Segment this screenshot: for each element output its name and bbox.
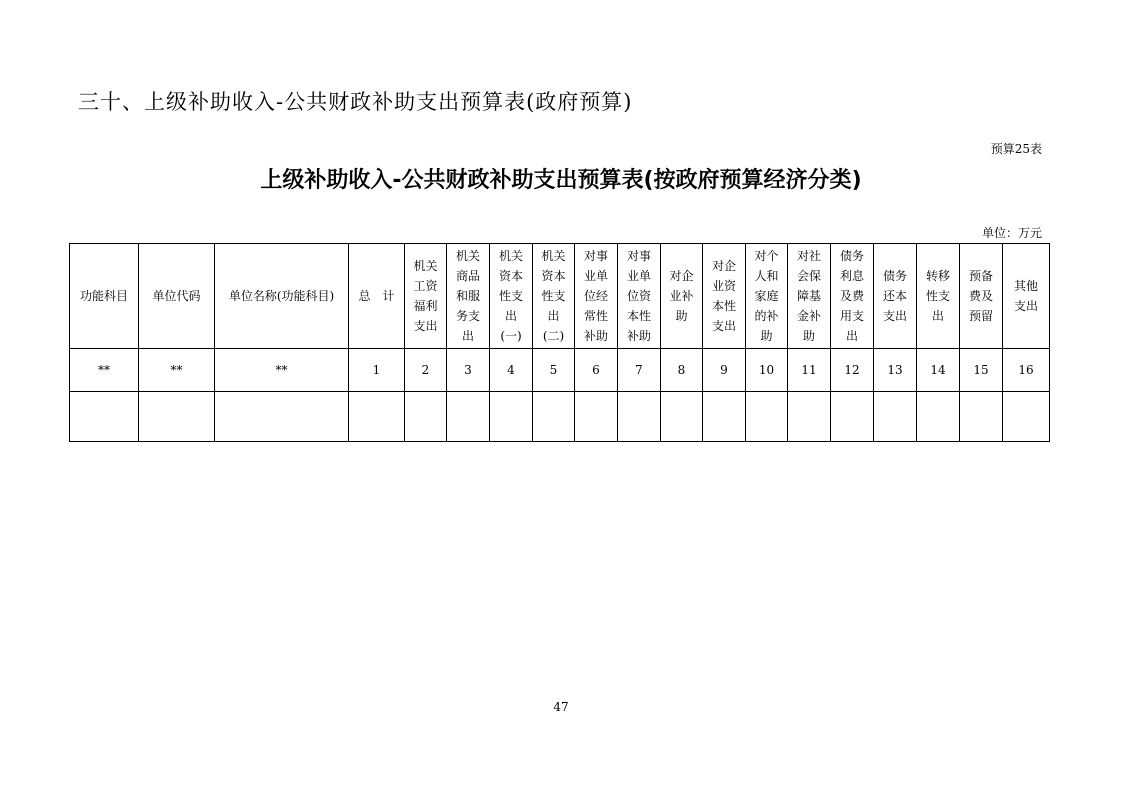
index-cell: 15: [960, 349, 1003, 392]
data-cell: [490, 392, 533, 442]
index-cell: 13: [874, 349, 917, 392]
header-cell: 单位代码: [139, 244, 215, 349]
data-cell: [831, 392, 874, 442]
header-cell: 债务利息及费用支出: [831, 244, 874, 349]
header-cell: 转移性支出: [917, 244, 960, 349]
header-row: [70, 244, 1050, 349]
index-cell: **: [139, 349, 215, 392]
data-cell: [533, 392, 575, 442]
section-heading: 三十、上级补助收入-公共财政补助支出预算表(政府预算): [78, 90, 633, 114]
header-cell: 机关工资福利支出: [405, 244, 447, 349]
data-cell: [215, 392, 349, 442]
index-cell: 8: [661, 349, 703, 392]
header-cell: 对个人和家庭的补助: [746, 244, 788, 349]
header-cell: 对企业资本性支出: [703, 244, 746, 349]
index-cell: 10: [746, 349, 788, 392]
data-cell: [618, 392, 661, 442]
budget-table: [69, 243, 1050, 442]
data-cell: [960, 392, 1003, 442]
header-cell: 预备费及预留: [960, 244, 1003, 349]
table-number: 预算25表: [990, 142, 1042, 156]
header-cell: 机关商品和服务支出: [447, 244, 490, 349]
data-cell: [447, 392, 490, 442]
data-cell: [1003, 392, 1050, 442]
index-cell: 6: [575, 349, 618, 392]
page-number: 47: [553, 700, 569, 714]
data-cell: [70, 392, 139, 442]
index-cell: **: [70, 349, 139, 392]
header-cell: 机关资本性支出(二): [533, 244, 575, 349]
index-cell: 14: [917, 349, 960, 392]
data-cell: [139, 392, 215, 442]
header-cell: 对事业单位资本性补助: [618, 244, 661, 349]
header-cell: 单位名称(功能科目): [215, 244, 349, 349]
header-cell: 债务还本支出: [874, 244, 917, 349]
header-cell: 其他支出: [1003, 244, 1050, 349]
index-cell: 7: [618, 349, 661, 392]
header-cell: 对事业单位经常性补助: [575, 244, 618, 349]
header-cell: 功能科目: [70, 244, 139, 349]
header-cell: 总 计: [349, 244, 405, 349]
data-cell: [788, 392, 831, 442]
data-cell: [917, 392, 960, 442]
index-cell: 2: [405, 349, 447, 392]
data-cell: [746, 392, 788, 442]
index-cell: 5: [533, 349, 575, 392]
header-cell: 机关资本性支出(一): [490, 244, 533, 349]
data-cell: [874, 392, 917, 442]
index-row: [70, 349, 1050, 392]
index-cell: 3: [447, 349, 490, 392]
data-cell: [349, 392, 405, 442]
index-cell: 1: [349, 349, 405, 392]
index-cell: 12: [831, 349, 874, 392]
index-cell: **: [215, 349, 349, 392]
index-cell: 4: [490, 349, 533, 392]
data-cell: [405, 392, 447, 442]
data-cell: [703, 392, 746, 442]
index-cell: 16: [1003, 349, 1050, 392]
unit-label: 单位：万元: [981, 226, 1042, 240]
index-cell: 9: [703, 349, 746, 392]
header-cell: 对企业补助: [661, 244, 703, 349]
index-cell: 11: [788, 349, 831, 392]
data-cell: [661, 392, 703, 442]
table-title: 上级补助收入-公共财政补助支出预算表(按政府预算经济分类): [260, 168, 862, 193]
header-cell: 对社会保障基金补助: [788, 244, 831, 349]
data-cell: [575, 392, 618, 442]
data-row: [70, 392, 1050, 442]
